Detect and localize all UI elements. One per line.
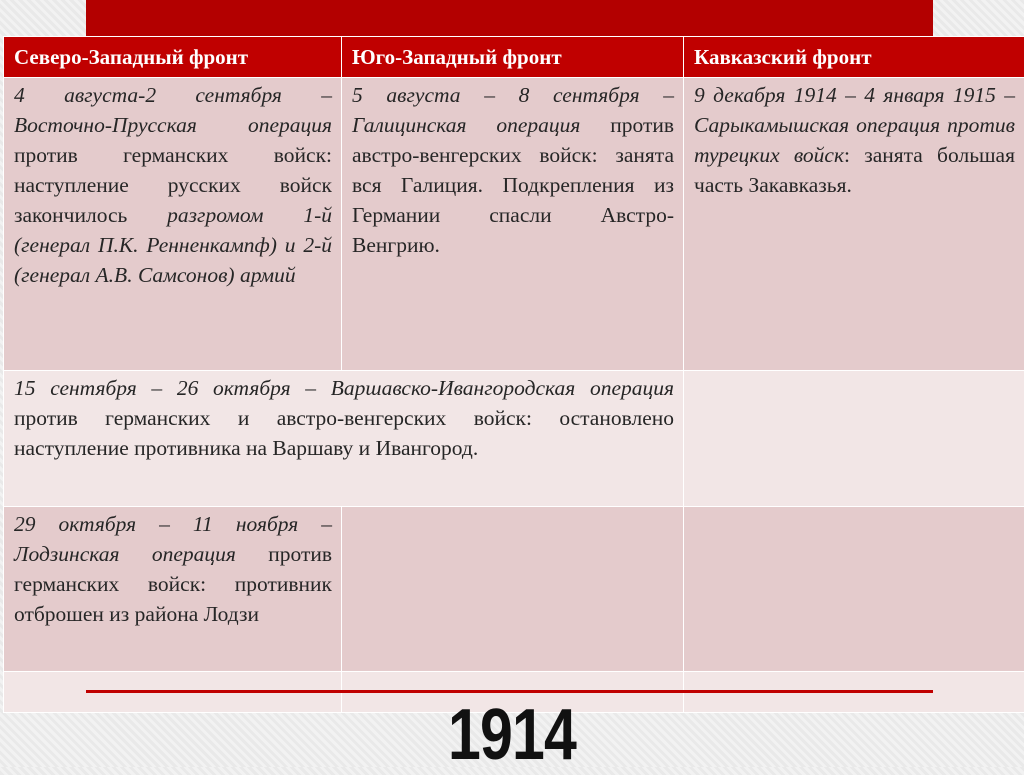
cell-italic: 4 августа-2 сентября – Восточно-Прусская операция (14, 83, 332, 137)
header-row (4, 37, 1024, 78)
cell-text: против австро-венгерских войск: занята вся Галиция. Подкрепления из Германии спасли Австро-Венгрию. (352, 113, 674, 257)
fronts-table (3, 36, 1024, 713)
cell-warsaw-ivangorod-operation (4, 371, 684, 507)
table-row (4, 507, 1024, 672)
header-caucasus-front: Кавказский фронт (684, 37, 1024, 78)
cell-empty (342, 507, 684, 672)
table-row (4, 371, 1024, 507)
cell-east-prussian-operation (4, 78, 342, 371)
table-row (4, 78, 1024, 371)
cell-italic: разгромом 1-й (генерал П.К. Ренненкампф) и 2-й (генерал А.В. Самсонов) армий (14, 203, 332, 287)
header-northwest-front: Северо-Западный фронт (4, 37, 342, 78)
cell-text: : занята большая часть Закавказья. (694, 143, 1015, 197)
cell-text: против германских и австро-венгерских войск: остановлено наступление противника на Варшаву и Ивангород. (14, 406, 674, 460)
cell-galician-operation (342, 78, 684, 371)
cell-italic: 15 сентября – 26 октября – Варшавско-Ивангородская операция (14, 376, 674, 400)
cell-empty (684, 507, 1024, 672)
bottom-divider (86, 690, 933, 693)
header-southwest-front: Юго-Западный фронт (342, 37, 684, 78)
cell-italic: 5 августа – 8 сентября – Галицинская операция (352, 83, 674, 137)
cell-text: против германских войск: наступление русских войск закончилось (14, 143, 332, 227)
cell-empty (684, 371, 1024, 507)
cell-italic: 29 октября – 11 ноября – Лодзинская операция (14, 512, 332, 566)
cell-italic: 9 декабря 1914 – 4 января 1915 – Сарыкамышская операция против турецких войск (694, 83, 1015, 167)
year-title: 1914 (92, 695, 932, 775)
cell-sarikamish-operation (684, 78, 1024, 371)
cell-text: против германских войск: противник отброшен из района Лодзи (14, 542, 332, 626)
cell-lodz-operation (4, 507, 342, 672)
top-decorative-bar (86, 0, 933, 36)
